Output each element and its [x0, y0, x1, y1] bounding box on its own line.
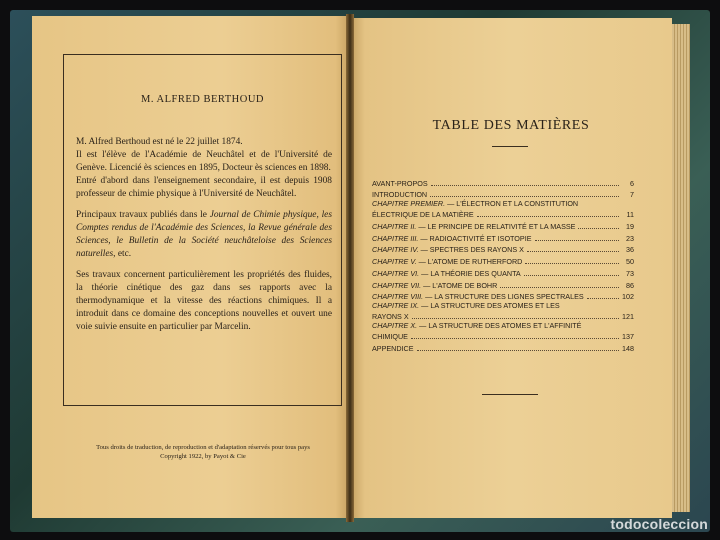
toc-entry — [372, 278, 634, 290]
author-bio — [76, 136, 332, 334]
bio-publications: Principaux travaux publiés dans le Journal de Chimie physique, les Comptes rendus de l'Académie des Sciences, la Revue générale des Sciences, le Bulletin de la Société neuchâteloise des Sciences naturelles, etc. — [76, 210, 332, 259]
author-heading: M. ALFRED BERTHOUD — [140, 94, 264, 105]
toc-entry — [372, 188, 634, 200]
toc-page-number: 19 — [626, 222, 634, 232]
toc-entry — [372, 176, 634, 188]
toc-entry — [372, 341, 634, 353]
toc-entry-label: APPENDICE — [372, 343, 414, 353]
toc-entry-label: — L'ÉLECTRON ET LA CONSTITUTION — [445, 199, 579, 209]
toc-page-number: 50 — [626, 257, 634, 267]
toc-entry-label-cont: RAYONS X — [372, 312, 409, 322]
toc-page-number: 102 — [622, 292, 634, 302]
toc-entry — [372, 243, 634, 255]
toc-page-number: 86 — [626, 280, 634, 290]
toc-chapter-prefix: CHAPITRE VIII. — [372, 292, 424, 302]
toc-entry — [372, 321, 634, 341]
page-edges — [672, 24, 690, 512]
toc-leader-dots — [431, 185, 619, 186]
toc-entry-label-cont: ÉLECTRIQUE DE LA MATIÈRE — [372, 210, 474, 220]
toc-entry-label: — L'ATOME DE RUTHERFORD — [416, 257, 523, 267]
watermark — [611, 516, 709, 532]
toc-leader-dots — [535, 240, 620, 241]
toc-entry — [372, 199, 634, 219]
toc-leader-dots — [477, 216, 619, 217]
toc-leader-dots — [527, 251, 619, 252]
toc-entry — [372, 266, 634, 278]
toc-chapter-prefix: CHAPITRE V. — [372, 257, 417, 267]
toc-leader-dots — [587, 298, 619, 299]
toc-leader-dots — [412, 318, 619, 319]
rights-notice: Tous droits de traduction, de reproduction et d'adaptation réservés pour tous pays — [96, 444, 310, 451]
toc-entry-label: — L'ATOME DE BOHR — [421, 280, 498, 290]
bio-career: Entré d'abord dans l'enseignement secondaire, il est depuis 1908 professeur de chimie physique à l'Université de Neuchâtel. — [76, 176, 332, 199]
bio-birth: M. Alfred Berthoud est né le 22 juillet 1874. — [76, 137, 243, 147]
toc-page-number: 148 — [622, 343, 634, 353]
toc-entry-label: — LA THÉORIE DES QUANTA — [419, 268, 521, 278]
toc-page-number: 121 — [622, 312, 634, 322]
toc-leader-dots — [500, 287, 619, 288]
toc-entry-label: — LA STRUCTURE DES LIGNES SPECTRALES — [423, 292, 584, 302]
toc-page-number: 137 — [622, 332, 634, 342]
title-rule — [492, 146, 528, 147]
copyright-line: Copyright 1922, by Payot & Cie — [160, 453, 246, 460]
toc-leader-dots — [524, 275, 619, 276]
toc-entry — [372, 219, 634, 231]
toc-chapter-prefix: CHAPITRE X. — [372, 321, 418, 331]
copyright-footer — [62, 443, 344, 461]
toc-entry — [372, 301, 634, 321]
bio-research: Ses travaux concernent particulièrement les propriétés des fluides, la théorie cinétique des gaz dans ses rapports avec la thermodynamique et la vitesse des réactions chimiques. Il a introduit dans ce domaine des conceptions nouvelles et ouvert une voie suivie ensuite en particulier par Marcelin. — [76, 270, 332, 332]
toc-page-number: 23 — [626, 233, 634, 243]
toc-page-number: 6 — [630, 178, 634, 188]
book-gutter — [346, 14, 354, 522]
todocoleccion-logo-icon: todocoleccion — [610, 516, 708, 532]
toc-entry-label: — LA STRUCTURE DES ATOMES ET LES — [419, 301, 560, 311]
toc-page-number: 7 — [630, 190, 634, 200]
table-of-contents — [372, 176, 634, 353]
toc-leader-dots — [411, 338, 619, 339]
toc-chapter-prefix: CHAPITRE VI. — [372, 268, 420, 278]
toc-leader-dots — [525, 263, 619, 264]
toc-title: TABLE DES MATIÈRES — [432, 118, 590, 133]
toc-entry-label: AVANT-PROPOS — [372, 178, 428, 188]
toc-entry-label: INTRODUCTION — [372, 190, 428, 200]
toc-entry — [372, 290, 634, 302]
toc-leader-dots — [578, 228, 619, 229]
toc-entry-label: — SPECTRES DES RAYONS X — [418, 245, 524, 255]
toc-entry — [372, 254, 634, 266]
toc-entry-label-cont: CHIMIQUE — [372, 332, 408, 342]
toc-chapter-prefix: CHAPITRE II. — [372, 222, 417, 232]
toc-entry-label: — RADIOACTIVITÉ ET ISOTOPIE — [418, 233, 532, 243]
end-rule — [482, 394, 538, 395]
bio-education: Il est l'élève de l'Académie de Neuchâtel et de l'Université de Genève. Licencié ès sciences en 1895, Docteur ès sciences en 1898. — [76, 150, 332, 173]
toc-chapter-prefix: CHAPITRE VII. — [372, 280, 422, 290]
toc-leader-dots — [430, 196, 619, 197]
toc-chapter-prefix: CHAPITRE III. — [372, 233, 419, 243]
toc-page-number: 36 — [626, 245, 634, 255]
toc-entry-label: — LA STRUCTURE DES ATOMES ET L'AFFINITÉ — [417, 321, 582, 331]
toc-page-number: 73 — [626, 268, 634, 278]
toc-entry — [372, 231, 634, 243]
toc-leader-dots — [417, 350, 619, 351]
toc-page-number: 11 — [626, 210, 634, 220]
toc-chapter-prefix: CHAPITRE PREMIER. — [372, 199, 446, 209]
toc-entry-label: — LE PRINCIPE DE RELATIVITÉ ET LA MASSE — [416, 222, 576, 232]
toc-chapter-prefix: CHAPITRE IX. — [372, 301, 420, 311]
toc-chapter-prefix: CHAPITRE IV. — [372, 245, 419, 255]
